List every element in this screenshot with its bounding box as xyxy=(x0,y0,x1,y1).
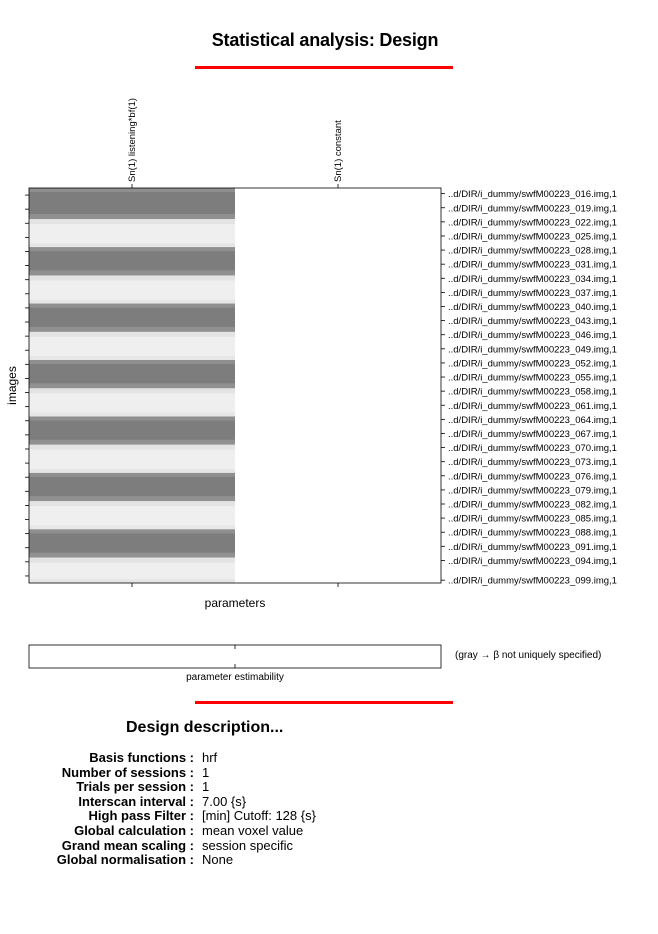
hrf-decay-shade xyxy=(29,275,235,280)
hrf-rise-shade xyxy=(29,247,235,251)
row-label: ..d/DIR/i_dummy/swfM00223_046.img,1 xyxy=(448,330,617,342)
hrf-fall-shade xyxy=(29,270,235,275)
row-label: ..d/DIR/i_dummy/swfM00223_067.img,1 xyxy=(448,428,617,440)
description-key: High pass Filter : xyxy=(88,808,194,824)
row-label: ..d/DIR/i_dummy/swfM00223_082.img,1 xyxy=(448,499,617,511)
hrf-decay-shade xyxy=(29,219,235,224)
estimability-cell xyxy=(235,645,441,668)
row-label: ..d/DIR/i_dummy/swfM00223_079.img,1 xyxy=(448,485,617,497)
row-label: ..d/DIR/i_dummy/swfM00223_055.img,1 xyxy=(448,372,617,384)
constant-column xyxy=(235,188,441,583)
description-key: Global normalisation : xyxy=(56,852,194,868)
hrf-rise-shade xyxy=(29,473,235,477)
description-key: Number of sessions : xyxy=(61,764,194,780)
row-label: ..d/DIR/i_dummy/swfM00223_061.img,1 xyxy=(448,400,617,412)
hrf-onset-shade xyxy=(29,243,235,247)
row-label: ..d/DIR/i_dummy/swfM00223_022.img,1 xyxy=(448,217,617,229)
row-label: ..d/DIR/i_dummy/swfM00223_049.img,1 xyxy=(448,344,617,356)
hrf-decay-shade xyxy=(29,445,235,450)
row-label: ..d/DIR/i_dummy/swfM00223_043.img,1 xyxy=(448,316,617,328)
hrf-fall-shade xyxy=(29,383,235,388)
design-description-title: Design description... xyxy=(126,719,284,736)
row-label: ..d/DIR/i_dummy/swfM00223_052.img,1 xyxy=(448,358,617,370)
description-row xyxy=(0,751,658,766)
row-label: ..d/DIR/i_dummy/swfM00223_019.img,1 xyxy=(448,203,617,215)
estimability-cell xyxy=(29,645,235,668)
hrf-fall-shade xyxy=(29,440,235,445)
description-row xyxy=(0,824,658,839)
description-value: session specific xyxy=(202,837,294,853)
row-label: ..d/DIR/i_dummy/swfM00223_034.img,1 xyxy=(448,273,617,285)
section-divider xyxy=(195,701,453,704)
description-row xyxy=(0,853,658,868)
description-value: 1 xyxy=(202,779,210,795)
row-label: ..d/DIR/i_dummy/swfM00223_031.img,1 xyxy=(448,259,617,271)
hrf-rise-shade xyxy=(29,417,235,421)
description-value: 1 xyxy=(202,764,210,780)
hrf-onset-shade xyxy=(29,579,235,583)
description-value: None xyxy=(202,852,234,868)
hrf-decay-shade xyxy=(29,388,235,393)
estimability-note: (gray → β not uniquely specified) xyxy=(455,650,602,661)
hrf-fall-shade xyxy=(29,496,235,501)
description-row xyxy=(0,839,658,854)
hrf-onset-shade xyxy=(29,469,235,473)
description-row xyxy=(0,809,658,824)
column-label: Sn(1) listening*bf(1) xyxy=(127,98,138,182)
description-key: Basis functions : xyxy=(89,750,194,765)
row-label: ..d/DIR/i_dummy/swfM00223_088.img,1 xyxy=(448,527,617,539)
hrf-decay-shade xyxy=(29,332,235,337)
hrf-fall-shade xyxy=(29,214,235,219)
description-key: Grand mean scaling : xyxy=(61,837,194,853)
hrf-onset-shade xyxy=(29,300,235,304)
column-label: Sn(1) constant xyxy=(333,120,344,182)
description-key: Interscan interval : xyxy=(78,793,194,809)
hrf-onset-shade xyxy=(29,356,235,360)
row-label: ..d/DIR/i_dummy/swfM00223_076.img,1 xyxy=(448,471,617,483)
description-value: [min] Cutoff: 128 {s} xyxy=(202,808,316,824)
row-label: ..d/DIR/i_dummy/swfM00223_085.img,1 xyxy=(448,513,617,525)
page-title: Statistical analysis: Design xyxy=(211,30,439,50)
row-label: ..d/DIR/i_dummy/swfM00223_094.img,1 xyxy=(448,555,617,567)
y-axis-label: images xyxy=(5,366,19,405)
hrf-onset-shade xyxy=(29,525,235,529)
hrf-decay-shade xyxy=(29,558,235,563)
hrf-fall-shade xyxy=(29,553,235,558)
row-label: ..d/DIR/i_dummy/swfM00223_028.img,1 xyxy=(448,245,617,257)
description-row xyxy=(0,780,658,795)
description-key: Global calculation : xyxy=(74,823,194,838)
row-label: ..d/DIR/i_dummy/swfM00223_073.img,1 xyxy=(448,457,617,469)
row-label: ..d/DIR/i_dummy/swfM00223_070.img,1 xyxy=(448,443,617,455)
description-row xyxy=(0,766,658,781)
description-value: 7.00 {s} xyxy=(202,793,247,809)
row-label: ..d/DIR/i_dummy/swfM00223_099.img,1 xyxy=(448,575,617,587)
row-label: ..d/DIR/i_dummy/swfM00223_025.img,1 xyxy=(448,231,617,243)
hrf-onset-shade xyxy=(29,413,235,417)
hrf-rise-shade xyxy=(29,304,235,308)
hrf-decay-shade xyxy=(29,501,235,506)
row-label: ..d/DIR/i_dummy/swfM00223_037.img,1 xyxy=(448,287,617,299)
x-axis-label: parameters xyxy=(204,596,266,610)
hrf-rise-shade xyxy=(29,529,235,533)
row-label: ..d/DIR/i_dummy/swfM00223_064.img,1 xyxy=(448,414,617,426)
description-value: hrf xyxy=(202,750,218,765)
hrf-rise-shade xyxy=(29,188,235,192)
description-key: Trials per session : xyxy=(76,779,194,795)
estimability-label: parameter estimability xyxy=(186,672,284,683)
row-label: ..d/DIR/i_dummy/swfM00223_091.img,1 xyxy=(448,541,617,553)
description-row xyxy=(0,795,658,810)
row-label: ..d/DIR/i_dummy/swfM00223_058.img,1 xyxy=(448,386,617,398)
row-label: ..d/DIR/i_dummy/swfM00223_016.img,1 xyxy=(448,189,617,201)
hrf-fall-shade xyxy=(29,327,235,332)
row-label: ..d/DIR/i_dummy/swfM00223_040.img,1 xyxy=(448,302,617,313)
hrf-rise-shade xyxy=(29,360,235,364)
description-value: mean voxel value xyxy=(202,823,304,838)
